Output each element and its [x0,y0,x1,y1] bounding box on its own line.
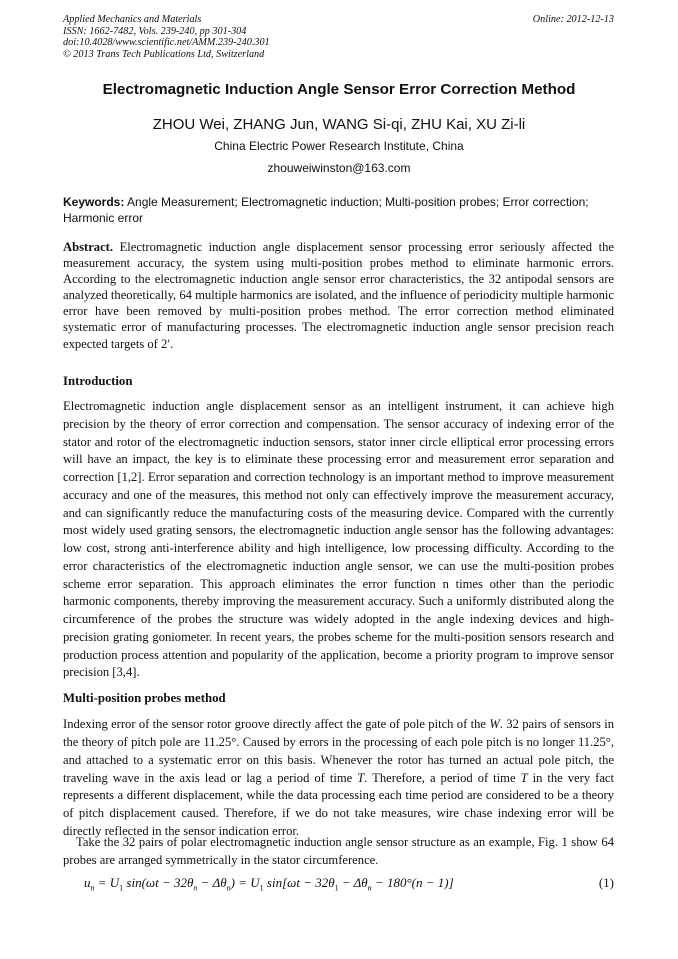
abstract-text: Electromagnetic induction angle displacement sensor processing error seriously affected the measurement accuracy, the system using multi-position probes method to eliminate harmonic errors. According to the electromagnetic induction angle sensor error characteristics, the 32 antipodal sensors are analyzed theoretically, 64 multiple harmonics are isolated, and the influence of periodicity multiple harmonic error have been removed by multi-position probes method. The error correction method eliminated systematic error of manufacturing processes. The electromagnetic induction angle sensor precision reach expected targets of 2′. [63,240,614,351]
text-segment: in the very fact represents a different displacement, while the data processing each time period are considered to be a theory of pitch displacement caused. Therefore, if we do not take measures, wire chase indexing error will be directly reflected in the sensor indication error. [63,770,615,839]
copyright: © 2013 Trans Tech Publications Ltd, Switzerland [63,48,265,60]
eq-sub: 1 [334,883,339,893]
eq-sub: n [90,883,95,893]
abstract [63,239,614,352]
keywords-text: Angle Measurement; Electromagnetic induction; Multi-position probes; Error correction; Harmonic error [63,195,589,225]
keywords [63,194,615,226]
text-segment: . 32 pairs of sensors in the theory of pitch pole are 11.25°. Caused by errors in the processing of each pole pitch is no longer 11.25°, and attached to a systematic error on this basis. Whenever the rotor has turned an actual pole pitch, the traveling wave in the axis lead or lag a period of time [63,717,614,785]
symbol-t: T [357,770,365,785]
multi-position-heading: Multi-position probes method [63,691,226,705]
abstract-label: Abstract. [63,240,114,254]
text-segment: Indexing error of the sensor rotor groove directly affect the gate of pole pitch of the [63,717,490,731]
eq-part: u [84,875,91,890]
eq-sub: 1 [119,883,124,893]
eq-part: ) = U [230,875,260,890]
paper-title: Electromagnetic Induction Angle Sensor Error Correction Method [102,81,576,98]
eq-sub: n [226,883,231,893]
journal-header [63,14,270,60]
equation-number: (1) [598,875,614,890]
journal-name: Applied Mechanics and Materials [63,14,202,25]
introduction-body: Electromagnetic induction angle displacement sensor as an intelligent instrument, it can achieve high precision by the theory of error correction and compensation. The sensor accuracy of indexing error of the stator and rotor of the electromagnetic induction sensors, stator inner circle elliptical error processing errors will have an impact, the key is to eliminate these processing error and measurement error separation and correction [1,2]. Error separation and correction technology is an important method to improve measurement accuracy and one of the measures, this method not only can effectively improve the measurement accuracy, and can significantly reduce the manufacturing costs of the measuring device. Compared with the currently most widely used grating sensors, the electromagnetic induction angle sensor has the following advantages: low cost, strong anti-interference ability and high intelligence, low processing difficulty. According to the error characteristics of the electromagnetic induction angle sensor, we can use the multi-position probes scheme error separation. This approach eliminates the error function n times other than the periodic harmonic components, thereby improving the measurement accuracy. Such a uniformly distributed along the circumference of the probes the structure was widely adopted in the angle indexing devices and high-precision grating goniometer. In recent years, the probes scheme for the multi-position sensors research and production process attention and popularity of the application, become a priority program to improve sensor precision [3,4]. [63,399,614,680]
eq-sub: n [193,883,198,893]
multi-position-paragraph-2: Take the 32 pairs of polar electromagnetic induction angle sensor structure as an example, Fig. 1 show 64 probes are arranged symmetrically in the stator circumference. [63,835,614,867]
eq-part: sin[ωt − 32θ [263,875,335,890]
affiliation: China Electric Power Research Institute, China [214,139,464,153]
issn: ISSN: 1662-7482, Vols. 239-240, pp 301-304 [63,25,247,37]
eq-part: − 180°(n − 1)] [371,875,454,890]
online-date: Online: 2012-12-13 [532,14,614,25]
eq-part: − Δθ [338,875,368,890]
authors: ZHOU Wei, ZHANG Jun, WANG Si-qi, ZHU Kai, XU Zi-li [152,116,526,133]
eq-sub: 1 [259,883,264,893]
symbol-w: W [489,717,500,731]
equation-1 [84,875,454,893]
eq-sub: n [367,883,372,893]
symbol-t: T [520,770,528,785]
email: zhouweiwinston@163.com [267,161,411,175]
eq-part: = U [94,875,120,890]
doi: doi:10.4028/www.scientific.net/AMM.239-240.301 [63,37,270,48]
eq-part: sin(ωt − 32θ [123,875,194,890]
introduction-heading: Introduction [63,374,133,388]
eq-part: − Δθ [197,875,227,890]
multi-position-paragraph-1 [63,716,614,841]
keywords-label: Keywords: [63,195,125,209]
text-segment: . Therefore, a period of time [364,770,521,785]
